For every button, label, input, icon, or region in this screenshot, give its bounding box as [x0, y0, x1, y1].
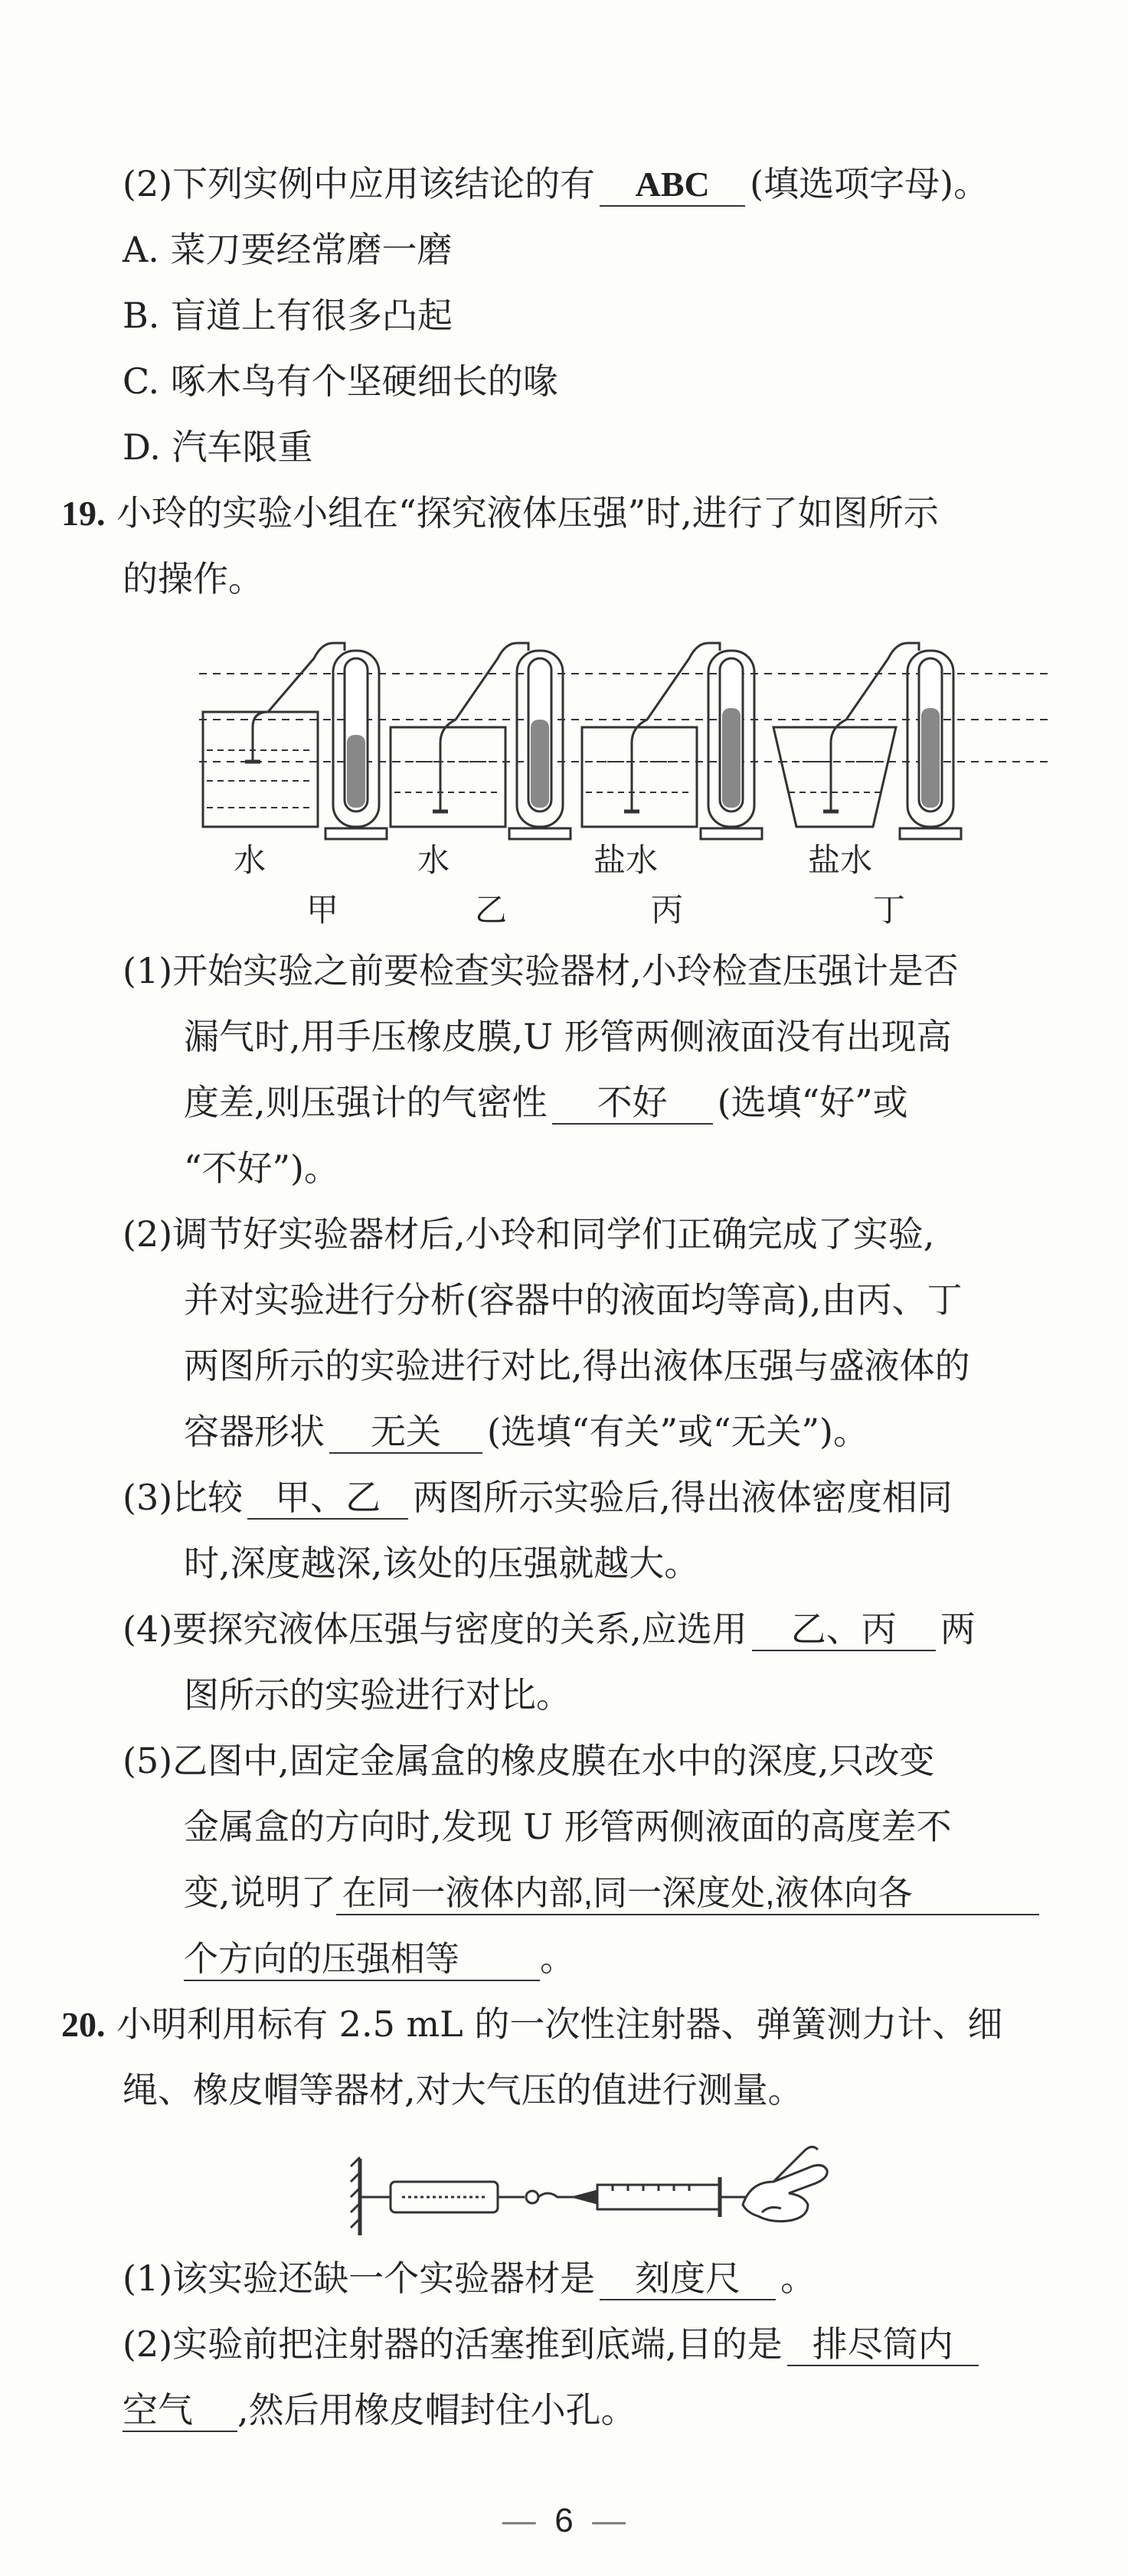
q19-p2-line1: (2)调节好实验器材后,小玲和同学们正确完成了实验,	[123, 1213, 935, 1255]
q20-stem-line2: 绳、橡皮帽等器材,对大气压的值进行测量。	[123, 2069, 803, 2111]
q19-p1-answer-blank: 不好	[552, 1082, 713, 1125]
q20-p2-line2: 空气 ,然后用橡皮帽封住小孔。	[123, 2389, 636, 2431]
figure-name-bing: 丙	[651, 891, 684, 929]
q20-p1-line: (1)该实验还缺一个实验器材是 刻度尺 。	[123, 2258, 816, 2299]
q18-option-c: C. 啄木鸟有个坚硬细长的喙	[123, 361, 558, 402]
q19-p1-line3: 度差,则压强计的气密性 不好 (选填“好”或	[184, 1082, 908, 1123]
q19-p2-answer-blank: 无关	[329, 1411, 482, 1454]
figure-liquid-label-1: 水	[234, 841, 266, 879]
q19-p3-answer-blank: 甲、乙	[247, 1477, 408, 1520]
q20-stem-line1: 20. 小明利用标有 2.5 mL 的一次性注射器、弹簧测力计、细	[61, 2003, 1003, 2045]
q19-p4-line1: (4)要探究液体压强与密度的关系,应选用 乙、丙 两	[123, 1608, 976, 1650]
q19-p2-line4: 容器形状 无关 (选填“有关”或“无关”)。	[184, 1411, 868, 1452]
q20-number: 20.	[61, 2005, 106, 2044]
figure-name-jia: 甲	[306, 891, 339, 929]
container-jia	[203, 712, 318, 827]
q18-answer-blank: ABC	[600, 164, 745, 207]
q19-p3-line1: (3)比较 甲、乙 两图所示实验后,得出液体密度相同	[123, 1477, 953, 1518]
q20-p2-line1: (2)实验前把注射器的活塞推到底端,目的是 排尽筒内	[123, 2321, 979, 2367]
q19-p5-line2: 金属盒的方向时,发现 U 形管两侧液面的高度差不	[184, 1806, 952, 1847]
q19-p5-line4: 个方向的压强相等 。	[184, 1935, 575, 1981]
q19-p1-line2: 漏气时,用手压橡皮膜,U 形管两侧液面没有出现高	[184, 1016, 952, 1057]
q18-option-d: D. 汽车限重	[123, 426, 313, 468]
pressure-experiment-figure	[191, 628, 1072, 850]
q19-p4-answer-blank: 乙、丙	[752, 1608, 936, 1651]
q19-p2-line3: 两图所示的实验进行对比,得出液体压强与盛液体的	[184, 1345, 970, 1386]
q20-p1-answer-blank: 刻度尺	[600, 2258, 776, 2300]
q18-part2: (2)下列实例中应用该结论的有 ABC (填选项字母)。	[123, 161, 989, 207]
q19-stem-line2: 的操作。	[123, 558, 263, 599]
figure-liquid-label-2: 水	[417, 841, 450, 879]
q19-p2-line2: 并对实验进行分析(容器中的液面均等高),由丙、丁	[184, 1279, 963, 1321]
page-number: — 6 —	[502, 2502, 626, 2539]
figure-liquid-label-4: 盐水	[808, 841, 873, 879]
q18-option-a: A. 菜刀要经常磨一磨	[123, 229, 453, 270]
figure-name-yi: 乙	[475, 891, 508, 929]
q19-number: 19.	[61, 494, 106, 533]
q19-stem-line1: 19. 小玲的实验小组在“探究液体压强”时,进行了如图所示	[61, 492, 939, 534]
figure-liquid-label-3: 盐水	[593, 841, 659, 879]
q19-p5-answer-blank-2: 个方向的压强相等	[184, 1938, 540, 1981]
figure-name-ding: 丁	[873, 891, 906, 929]
q19-p1-line4: “不好”)。	[184, 1148, 339, 1189]
q20-p2-answer-blank-2: 空气	[123, 2389, 237, 2432]
q19-p4-line2: 图所示的实验进行对比。	[184, 1674, 571, 1716]
q19-p5-answer-blank-1: 在同一液体内部,同一深度处,液体向各	[336, 1872, 1039, 1915]
q19-p1-line1: (1)开始实验之前要检查实验器材,小玲检查压强计是否	[123, 950, 959, 991]
q20-p2-answer-blank-1: 排尽筒内	[787, 2323, 979, 2366]
syringe-experiment-figure	[345, 2136, 835, 2258]
q18-option-b: B. 盲道上有很多凸起	[123, 295, 453, 336]
q19-p3-line2: 时,深度越深,该处的压强就越大。	[184, 1543, 700, 1584]
q19-p5-line3: 变,说明了 在同一液体内部,同一深度处,液体向各	[184, 1869, 1039, 1915]
q19-p5-line1: (5)乙图中,固定金属盒的橡皮膜在水中的深度,只改变	[123, 1740, 935, 1781]
